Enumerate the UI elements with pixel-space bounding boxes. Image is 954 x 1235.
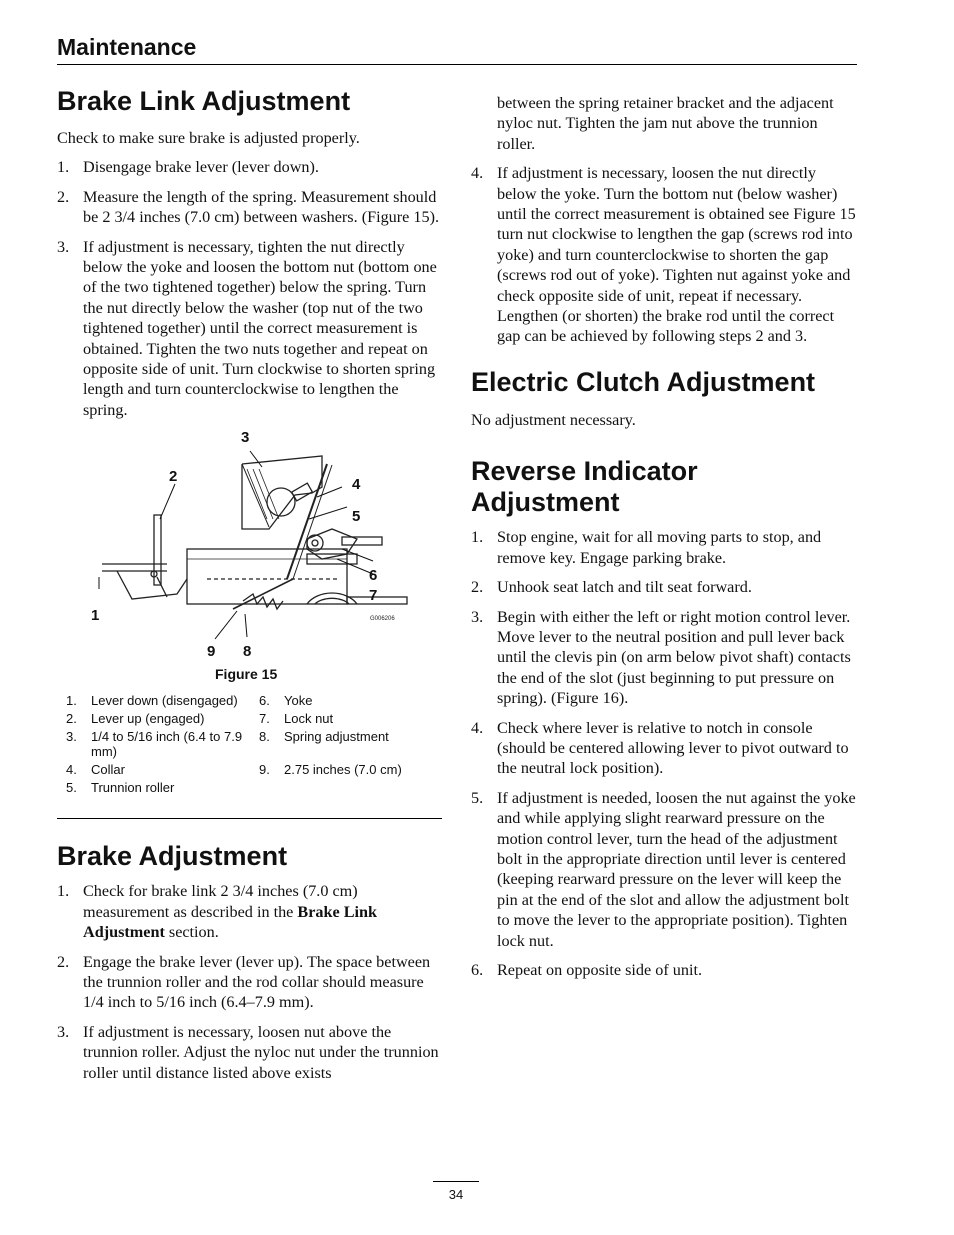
list-item	[57, 187, 444, 228]
callout-2: 2	[169, 468, 178, 486]
section-reference: Brake Link Adjustment	[83, 902, 378, 942]
legend-item: 3. 1/4 to 5/16 inch (6.4 to 7.9 mm)	[66, 729, 243, 760]
step-text: Begin with either the left or right motion control lever. Move lever to the neutral position and pull lever back until the clevis pin (on arm below pivot shaft) contacts the end of the slot (just beginning to put pressure on spring). (Figure 16).	[497, 607, 851, 708]
brake-link-steps	[57, 157, 444, 420]
brake-adjustment-steps	[57, 881, 444, 1083]
page-number: 34	[433, 1181, 479, 1202]
step-number: 3.	[57, 237, 70, 256]
step-number: 1.	[57, 882, 70, 901]
step-number: 2.	[57, 187, 70, 206]
brake-adjustment-title: Brake Adjustment	[57, 841, 288, 872]
step-text: Engage the brake lever (lever up). The space between the trunnion roller and the rod collar should measure 1/4 inch to 5/16 inch (6.4–7.9 mm).	[83, 952, 431, 1012]
step-text: section.	[164, 923, 219, 942]
right-column	[471, 93, 859, 989]
list-item	[471, 788, 859, 951]
legend-item: 4. Collar	[66, 762, 125, 778]
list-item	[471, 718, 859, 779]
step-number: 1.	[57, 158, 70, 177]
step-text: Measure the length of the spring. Measurement should be 2 3/4 inches (7.0 cm) between washers. (Figure 15).	[83, 187, 440, 227]
figure-code: G006206	[370, 616, 395, 623]
step-continued-text: between the spring retainer bracket and the adjacent nyloc nut. Tighten the jam nut above the trunnion roller.	[497, 94, 834, 153]
step-text: If adjustment is necessary, tighten the nut directly below the yoke and loosen the bottom nut (bottom one of the two tightened together) below the spring. Turn the nut directly below the washer (top nut of the two tightened together) until the correct measurement is obtained. Tighten the two nuts together and repeat on opposite side of unit. Turn clockwise to shorten spring length and turn counterclockwise to lengthen the spring.	[83, 237, 437, 419]
brake-link-intro: Check to make sure brake is adjusted properly.	[57, 129, 360, 147]
step-number: 4.	[471, 164, 484, 183]
left-column	[57, 86, 444, 1092]
callout-3: 3	[241, 429, 250, 447]
step-number: 2.	[57, 952, 70, 971]
step-number: 3.	[471, 607, 484, 626]
electric-clutch-text: No adjustment necessary.	[471, 410, 636, 429]
step-number: 4.	[471, 718, 484, 737]
list-item	[57, 881, 444, 942]
legend-item: 2. Lever up (engaged)	[66, 711, 205, 727]
legend-item: 9. 2.75 inches (7.0 cm)	[259, 762, 402, 778]
step-text: Repeat on opposite side of unit.	[497, 961, 703, 979]
brake-link-illustration	[57, 429, 444, 664]
callout-9: 9	[207, 643, 216, 661]
legend-item: 8. Spring adjustment	[259, 729, 389, 745]
callout-4: 4	[352, 476, 361, 494]
step-text: If adjustment is necessary, loosen the nut directly below the yoke. Turn the bottom nut (below washer) until the correct measurement is obtained see Figure 15 turn nut clockwise to lengthen the gap (screws rod into yoke) and turn counterclockwise to shorten the gap (screws rod out of yoke). Tighten nut against yoke and check opposite side of unit, repeat if necessary. Lengthen (or shorten) the brake rod until the correct gap can be achieved by following steps 2 and 3.	[497, 164, 856, 346]
callout-6: 6	[369, 567, 378, 585]
brake-link-title: Brake Link Adjustment	[57, 86, 351, 116]
figure-caption: Figure 15	[215, 666, 278, 683]
list-item	[471, 960, 859, 980]
section-title: Maintenance	[57, 34, 197, 60]
callout-8: 8	[243, 643, 252, 661]
header-rule	[57, 64, 857, 65]
callout-1: 1	[91, 607, 100, 625]
step-text: If adjustment is necessary, loosen nut above the trunnion roller. Adjust the nyloc nut under the trunnion roller until distance listed above exists	[83, 1022, 439, 1082]
step-number: 1.	[471, 528, 484, 547]
list-item	[471, 163, 859, 347]
list-item	[471, 577, 859, 597]
list-item	[57, 157, 444, 177]
list-item	[57, 1022, 444, 1083]
step-number: 5.	[471, 788, 484, 807]
legend-item: 6. Yoke	[259, 693, 313, 709]
step-text: Unhook seat latch and tilt seat forward.	[497, 578, 752, 597]
electric-clutch-title: Electric Clutch Adjustment	[471, 366, 816, 397]
reverse-indicator-steps	[471, 527, 859, 980]
legend-item: 5. Trunnion roller	[66, 780, 175, 796]
step-text: Stop engine, wait for all moving parts to stop, and remove key. Engage parking brake.	[497, 528, 822, 567]
step-text: Check for brake link 2 3/4 inches (7.0 cm) measurement as described in the	[83, 882, 358, 921]
step-number: 3.	[57, 1022, 70, 1041]
list-item	[471, 527, 859, 568]
step-number: 6.	[471, 961, 484, 979]
legend-item: 1. Lever down (disengaged)	[66, 693, 238, 709]
list-item	[57, 952, 444, 1013]
step-number: 2.	[471, 578, 484, 597]
reverse-indicator-title: Reverse Indicator Adjustment	[471, 456, 698, 518]
step-text: If adjustment is needed, loosen the nut against the yoke and while applying slight rearward pressure on the motion control lever, turn the head of the adjustment bolt in the appropriate direction until lever is centered (keeping rearward pressure on the lever will keep the pin at the end of the slot and allow the adjustment bolt to move the lever to the appropriate position). Tighten lock nut.	[497, 788, 856, 950]
step-text: Disengage brake lever (lever down).	[83, 158, 319, 177]
callout-7: 7	[369, 587, 378, 605]
list-item	[57, 237, 444, 421]
figure-rule	[57, 818, 442, 819]
step-text: Check where lever is relative to notch in console (should be centered allowing lever to pivot outward to the neutral lock position).	[497, 718, 849, 778]
brake-adjustment-steps-continued	[471, 163, 859, 347]
list-item	[471, 607, 859, 709]
figure-15	[57, 429, 444, 687]
callout-5: 5	[352, 508, 361, 526]
figure-legend	[57, 693, 444, 798]
legend-item: 7. Lock nut	[259, 711, 334, 727]
